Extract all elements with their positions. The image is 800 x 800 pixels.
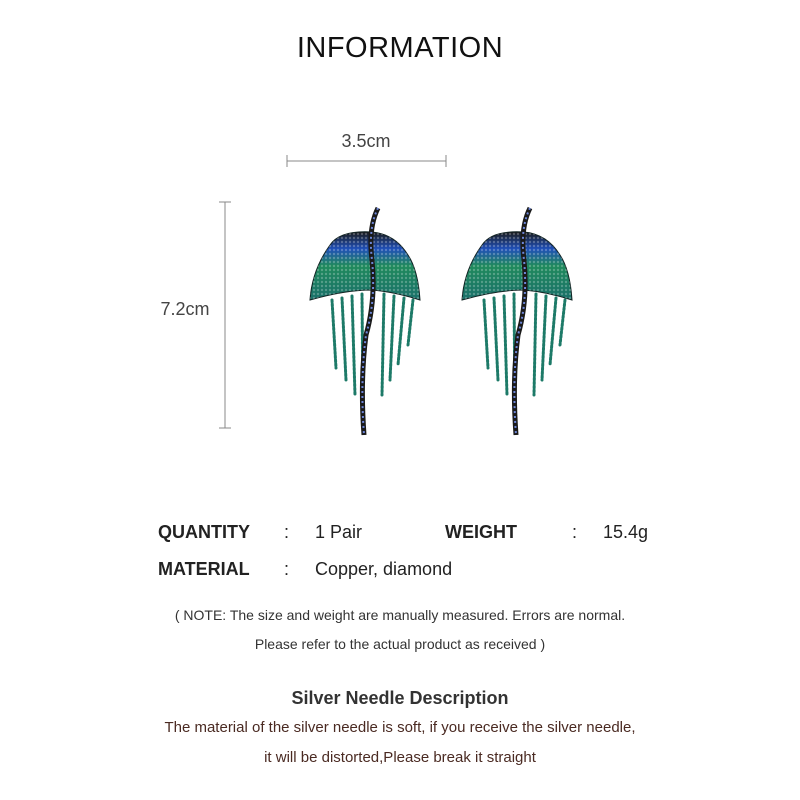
silver-needle-heading: Silver Needle Description <box>291 688 509 708</box>
width-dimension-label: 3.5cm <box>341 131 391 151</box>
height-dimension-line <box>219 202 231 428</box>
quantity-label: QUANTITY <box>158 522 250 542</box>
weight-separator: : <box>572 522 578 542</box>
quantity-separator: : <box>284 522 290 542</box>
height-dimension-label: 7.2cm <box>160 299 210 319</box>
earring-left <box>310 208 420 435</box>
quantity-value: 1 Pair <box>315 522 363 542</box>
note-line-1: ( NOTE: The size and weight are manually measured. Errors are normal. <box>174 607 626 623</box>
weight-value: 15.4g <box>603 522 649 542</box>
earring-right <box>462 208 572 435</box>
silver-needle-line-2: it will be distorted,Please break it straight <box>264 749 536 766</box>
width-dimension-line <box>287 155 446 167</box>
material-value: Copper, diamond <box>315 559 453 579</box>
weight-label: WEIGHT <box>445 522 517 542</box>
page-title: INFORMATION <box>296 32 504 64</box>
material-label: MATERIAL <box>158 559 250 579</box>
silver-needle-line-1: The material of the silver needle is soft, if you receive the silver needle, <box>164 719 636 736</box>
material-separator: : <box>284 559 290 579</box>
note-line-2: Please refer to the actual product as received ) <box>254 636 546 652</box>
